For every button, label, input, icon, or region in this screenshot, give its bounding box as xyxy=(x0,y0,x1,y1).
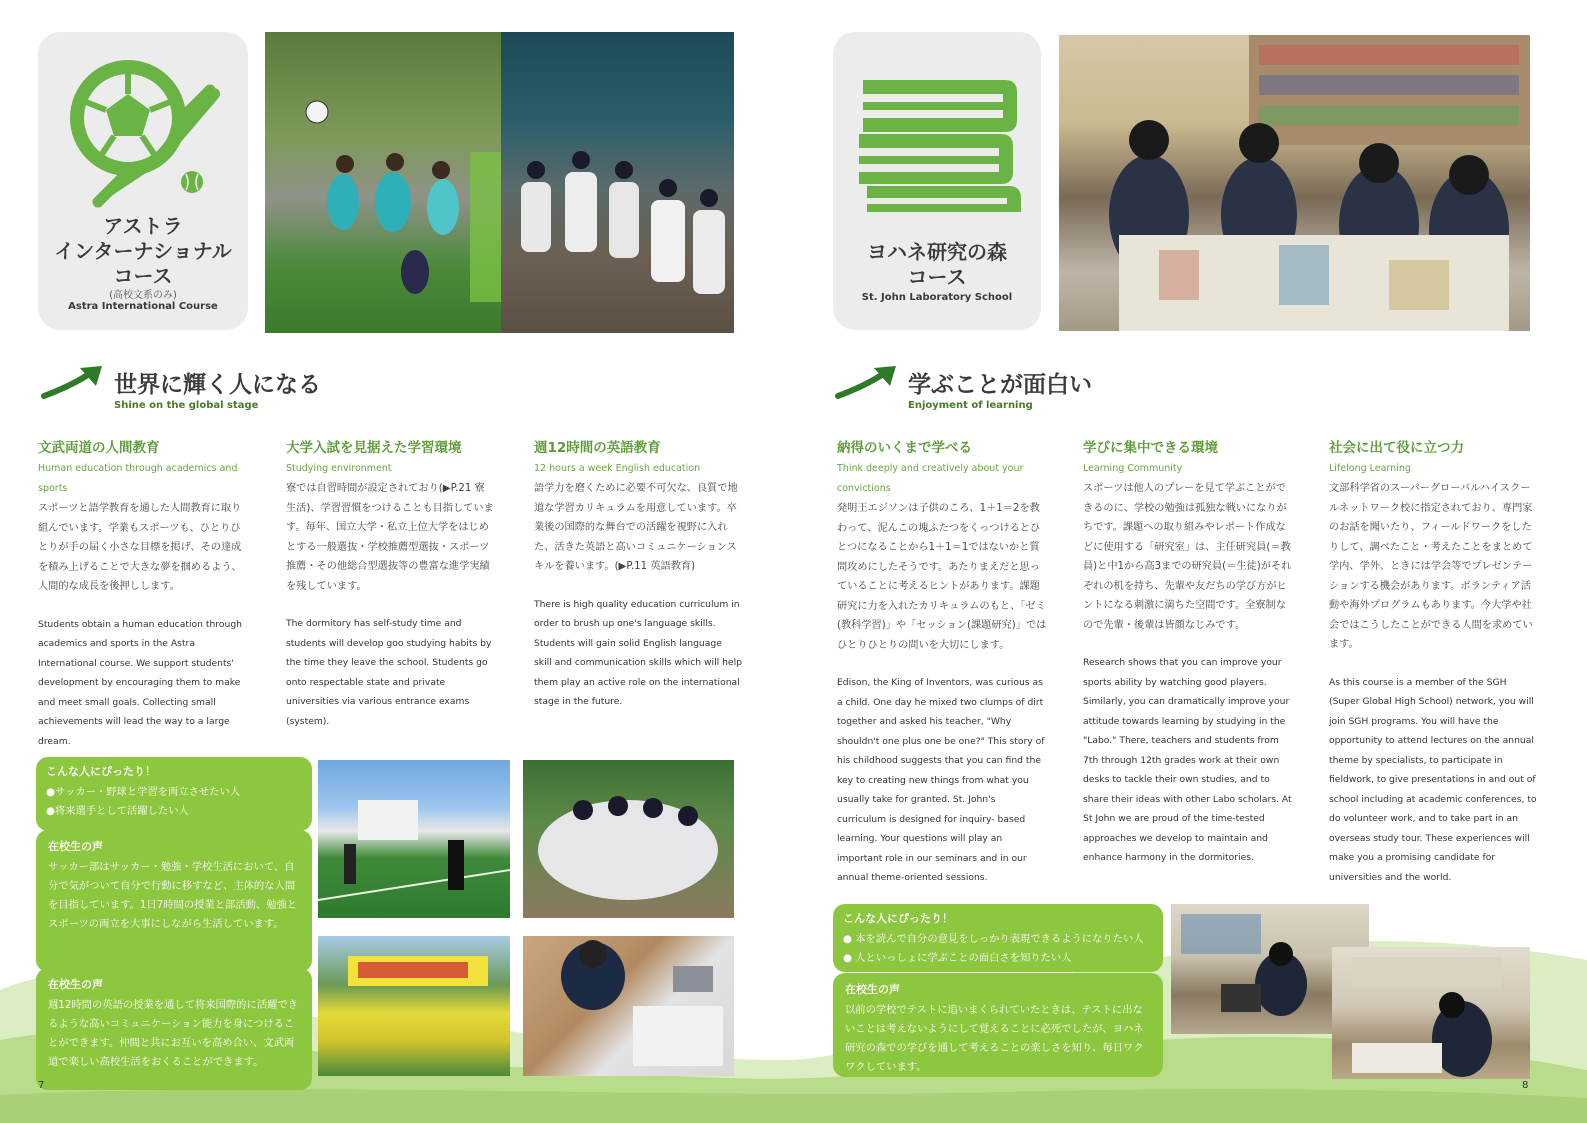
column-body-jp: 文部科学省のスーパーグローバルハイスクールネットワーク校に指定されており、専門家のお話を聞いたり、フィールドワークをしたりして、調べたこと・考えたことをまとめて学内、学外、ときには学会等でプレゼンテーションする機会があります。ボランティア活動や海外プログラムもあります。今大学や社会ではこうしたことができる人間を求めています。 xyxy=(1329,483,1533,650)
column-title: 社会に出て役に立つ力 xyxy=(1329,440,1464,456)
student-voice-box xyxy=(36,830,312,972)
soccer-baseball-icon xyxy=(38,32,248,232)
course-card-stjohn xyxy=(833,32,1041,330)
student-voice-box xyxy=(36,968,312,1090)
column-3 xyxy=(534,436,742,712)
column-body-jp: スポーツと語学教育を通した人間教育に取り組んでいます。学業もスポーツも、ひとりひとりが手の届く小さな目標を掲げ、その達成を積み上げることで大きな夢を掴めるよう、人間的な成長を後押しします。 xyxy=(38,503,242,592)
section-subtitle: Shine on the global stage xyxy=(114,400,259,411)
fit-box-item: ●サッカー・野球と学習を両立させたい人 xyxy=(46,786,241,798)
column-subtitle: Studying environment xyxy=(286,463,392,474)
fit-box-title: こんな人にぴったり！ xyxy=(46,765,156,778)
soccer-photo xyxy=(265,32,501,333)
column-body-en: The dormitory has self-study time and students will develop goo studying habits by the time they leave the school. Students go onto respectable state and private universities via various entrance exams (system). xyxy=(286,618,492,727)
column-title: 週12時間の英語教育 xyxy=(534,440,661,456)
course-card-astra xyxy=(38,32,248,330)
voice-title: 在校生の声 xyxy=(48,978,103,991)
study-desk-photo xyxy=(523,936,734,1076)
voice-text: サッカー部はサッカー・勉強・学校生活において、自分で気がついて自分で行動に移すなど、主体的な人間を目指しています。1日7時間の授業と部活動、勉強とスポーツの両立を大事にしながら生活しています。 xyxy=(48,861,298,930)
course-note: (高校文系のみ) xyxy=(109,290,177,301)
voice-title: 在校生の声 xyxy=(48,840,103,853)
section-title: 世界に輝く人になる xyxy=(114,372,321,398)
page-number-right: 8 xyxy=(1522,1080,1529,1091)
section-subtitle: Enjoyment of learning xyxy=(908,400,1033,411)
books-stack-icon xyxy=(833,32,1041,222)
column-title: 文武両道の人間教育 xyxy=(38,440,160,456)
classroom-photo xyxy=(1332,947,1530,1079)
voice-text: 週12時間の英語の授業を通して将来国際的に活躍できるような高いコミュニケーション能力を身につけることができます。仲間と共にお互いを高め合い、文武両道で楽しい高校生活をおくることができます。 xyxy=(48,999,298,1068)
library-students-photo xyxy=(1059,35,1530,331)
course-english-name: St. John Laboratory School xyxy=(861,292,1013,303)
column-body-en: Edison, the King of Inventors, was curious as a child. One day he mixed two clumps of dirt together and asked his teacher, "Why shouldn't one plus one be one?" This story of his childhood suggests that you can find the key to creating new things from what you usually take for granted. St. John's curriculum is designed for inquiry- based learning. Your questions will play an important role in our seminars and in our annual theme-oriented sessions. xyxy=(837,677,1045,883)
fit-box xyxy=(36,757,312,831)
column-subtitle: Human education through academics and sports xyxy=(38,463,238,494)
column-1 xyxy=(38,436,246,751)
course-name-line1: アストラ xyxy=(103,214,183,238)
fit-box-item: ● 人といっしょに学ぶことの面白さを知りたい人 xyxy=(843,952,1072,964)
course-english-name: Astra International Course xyxy=(68,301,218,312)
section-title: 学ぶことが面白い xyxy=(908,372,1092,398)
column-body-jp: 語学力を磨くために必要不可欠な、良質で地道な学習カリキュラムを用意しています。卒業後の国際的な舞台での活躍を視野に入れた、活きた英語と高いコミュニケーションスキルを養います。(▶P.11 英語教育) xyxy=(534,483,738,572)
column-title: 学びに集中できる環境 xyxy=(1083,440,1218,456)
course-name-line2: コース xyxy=(907,265,967,289)
arrow-icon xyxy=(834,364,900,402)
column-body-jp: 寮では自習時間が設定されており(▶P.21 寮生活)、学習習慣をつけることも目指しています。毎年、国立大学・私立上位大学をはじめとする一般選抜・学校推薦型選抜・スポーツ推薦・その他総合型選抜等の豊富な進学実績を残しています。 xyxy=(286,483,494,592)
column-body-en: As this course is a member of the SGH (Super Global High School) network, you will join SGH programs. You will have the opportunity to attend lectures on the annual theme by specialists, to participate in fieldwork, to give presentations in and out of school including at academic conferences, to do volunteer work, and to take part in an overseas study tour. These experiences will make you a promising candidate for universities and the world. xyxy=(1329,676,1537,883)
arrow-icon xyxy=(40,364,106,402)
course-name-line2: インターナショナル xyxy=(54,239,232,263)
column-body-en: Research shows that you can improve your sports ability by watching good players. Similarly, you can dramatically improve your attitude towards learning by studying in the "Labo." There, teachers and students from 7th through 12th grades work at their own desks to tackle their own studies, and to share their ideas with other Labo scholars. At St John we are proud of the time-tested approaches we develop to maintain and enhance harmony in the dormitories. xyxy=(1083,657,1292,863)
column-1 xyxy=(837,436,1047,888)
team-photo xyxy=(318,936,510,1076)
column-subtitle: Lifelong Learning xyxy=(1329,463,1411,474)
student-voice-box xyxy=(833,973,1163,1077)
fit-box-item: ●将来選手として活躍したい人 xyxy=(46,805,189,817)
voice-text: 以前の学校でテストに追いまくられていたときは、テストに出ないことは考えないようにして覚えることに必死でしたが、ヨハネ研究の森での学びを通して考えることの楽しさを知り、毎日ワクワクしています。 xyxy=(845,1004,1144,1073)
column-title: 納得のいくまで学べる xyxy=(837,440,972,456)
column-subtitle: Learning Community xyxy=(1083,463,1183,474)
soccer-field-photo xyxy=(318,760,510,918)
column-subtitle: 12 hours a week English education xyxy=(534,463,701,474)
fit-box xyxy=(833,904,1163,972)
course-name-line3: コース xyxy=(113,264,173,288)
course-name-line1: ヨハネ研究の森 xyxy=(867,240,1007,264)
page-number-left: 7 xyxy=(38,1080,45,1091)
column-body-en: Students obtain a human education through academics and sports in the Astra International course. We support students' development by encouraging them to make and meet small goals. Collecting small achievements will lead the way to a large dream. xyxy=(38,618,242,747)
baseball-photo xyxy=(501,32,734,333)
column-body-jp: スポーツは他人のプレーを見て学ぶことができるのに、学校の勉強は孤独な戦いになりがちです。課題への取り組みやレポート作成などに使用する「研究室」は、主任研究員(＝教員)と中1から高3までの研究員(＝生徒)がそれぞれの机を持ち、先輩や友だちの学び方がヒントになる刺激に満ちた空間です。全寮制なので先輩・後輩は皆顔なじみです。 xyxy=(1083,483,1292,631)
column-title: 大学入試を見据えた学習環境 xyxy=(286,440,462,456)
voice-title: 在校生の声 xyxy=(845,983,900,996)
fit-box-title: こんな人にぴったり！ xyxy=(843,912,953,925)
column-body-en: There is high quality education curriculum in order to brush up one's language skills. Students will gain solid English language skill and communication skills which will help them play an active role on the international stage in the future. xyxy=(534,598,742,707)
baseball-huddle-photo xyxy=(523,760,734,918)
column-subtitle: Think deeply and creatively about your convictions xyxy=(837,463,1024,494)
fit-box-item: ● 本を読んで自分の意見をしっかり表現できるようになりたい人 xyxy=(843,933,1144,945)
column-2 xyxy=(286,436,494,731)
column-3 xyxy=(1329,436,1539,887)
column-body-jp: 発明王エジソンは子供のころ、1＋1＝2を教わって、泥んこの塊ふたつをくっつけるとひとつになることから1＋1＝1ではないかと質問攻めにしたそうです。あたりまえだと思っていることに考えるヒントがあります。課題研究に力を入れたカリキュラムのもと、「ゼミ(教科学習)」や「セッション(課題研究)」ではひとりひとりの問いを大切にします。 xyxy=(837,503,1047,651)
column-2 xyxy=(1083,436,1293,868)
